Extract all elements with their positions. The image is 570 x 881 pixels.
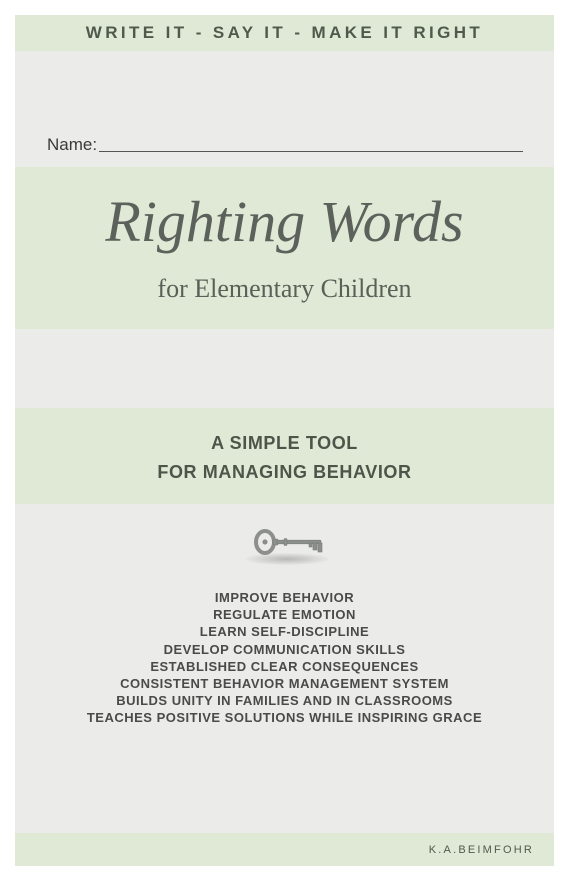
tagline: WRITE IT - SAY IT - MAKE IT RIGHT: [85, 23, 484, 42]
book-cover: [15, 15, 554, 866]
key-illustration: [239, 523, 335, 571]
benefit-item: LEARN SELF-DISCIPLINE: [199, 624, 370, 640]
benefit-item: REGULATE EMOTION: [213, 607, 356, 623]
benefit-item: IMPROVE BEHAVIOR: [214, 590, 355, 605]
name-field: [47, 131, 523, 155]
name-line: [99, 133, 523, 152]
benefit-item: DEVELOP COMMUNICATION SKILLS: [163, 641, 406, 657]
book-subtitle: for Elementary Children: [157, 274, 412, 303]
tool-heading-line-1: A SIMPLE TOOL: [211, 433, 358, 453]
book-title: Righting Words: [105, 189, 464, 254]
benefit-item: CONSISTENT BEHAVIOR MANAGEMENT SYSTEM: [120, 676, 449, 692]
benefit-item: BUILDS UNITY IN FAMILIES AND IN CLASSROOMS: [116, 693, 453, 709]
tool-heading: [15, 429, 554, 487]
skeleton-key-icon: [239, 523, 335, 563]
author-name: K.A.BEIMFOHR: [428, 843, 534, 856]
benefit-item: TEACHES POSITIVE SOLUTIONS WHILE INSPIRING GRACE: [86, 710, 483, 726]
tool-heading-line-2: FOR MANAGING BEHAVIOR: [157, 462, 412, 482]
benefit-item: ESTABLISHED CLEAR CONSEQUENCES: [150, 658, 419, 674]
benefits-list: [15, 589, 554, 727]
name-label: Name:: [47, 135, 98, 154]
